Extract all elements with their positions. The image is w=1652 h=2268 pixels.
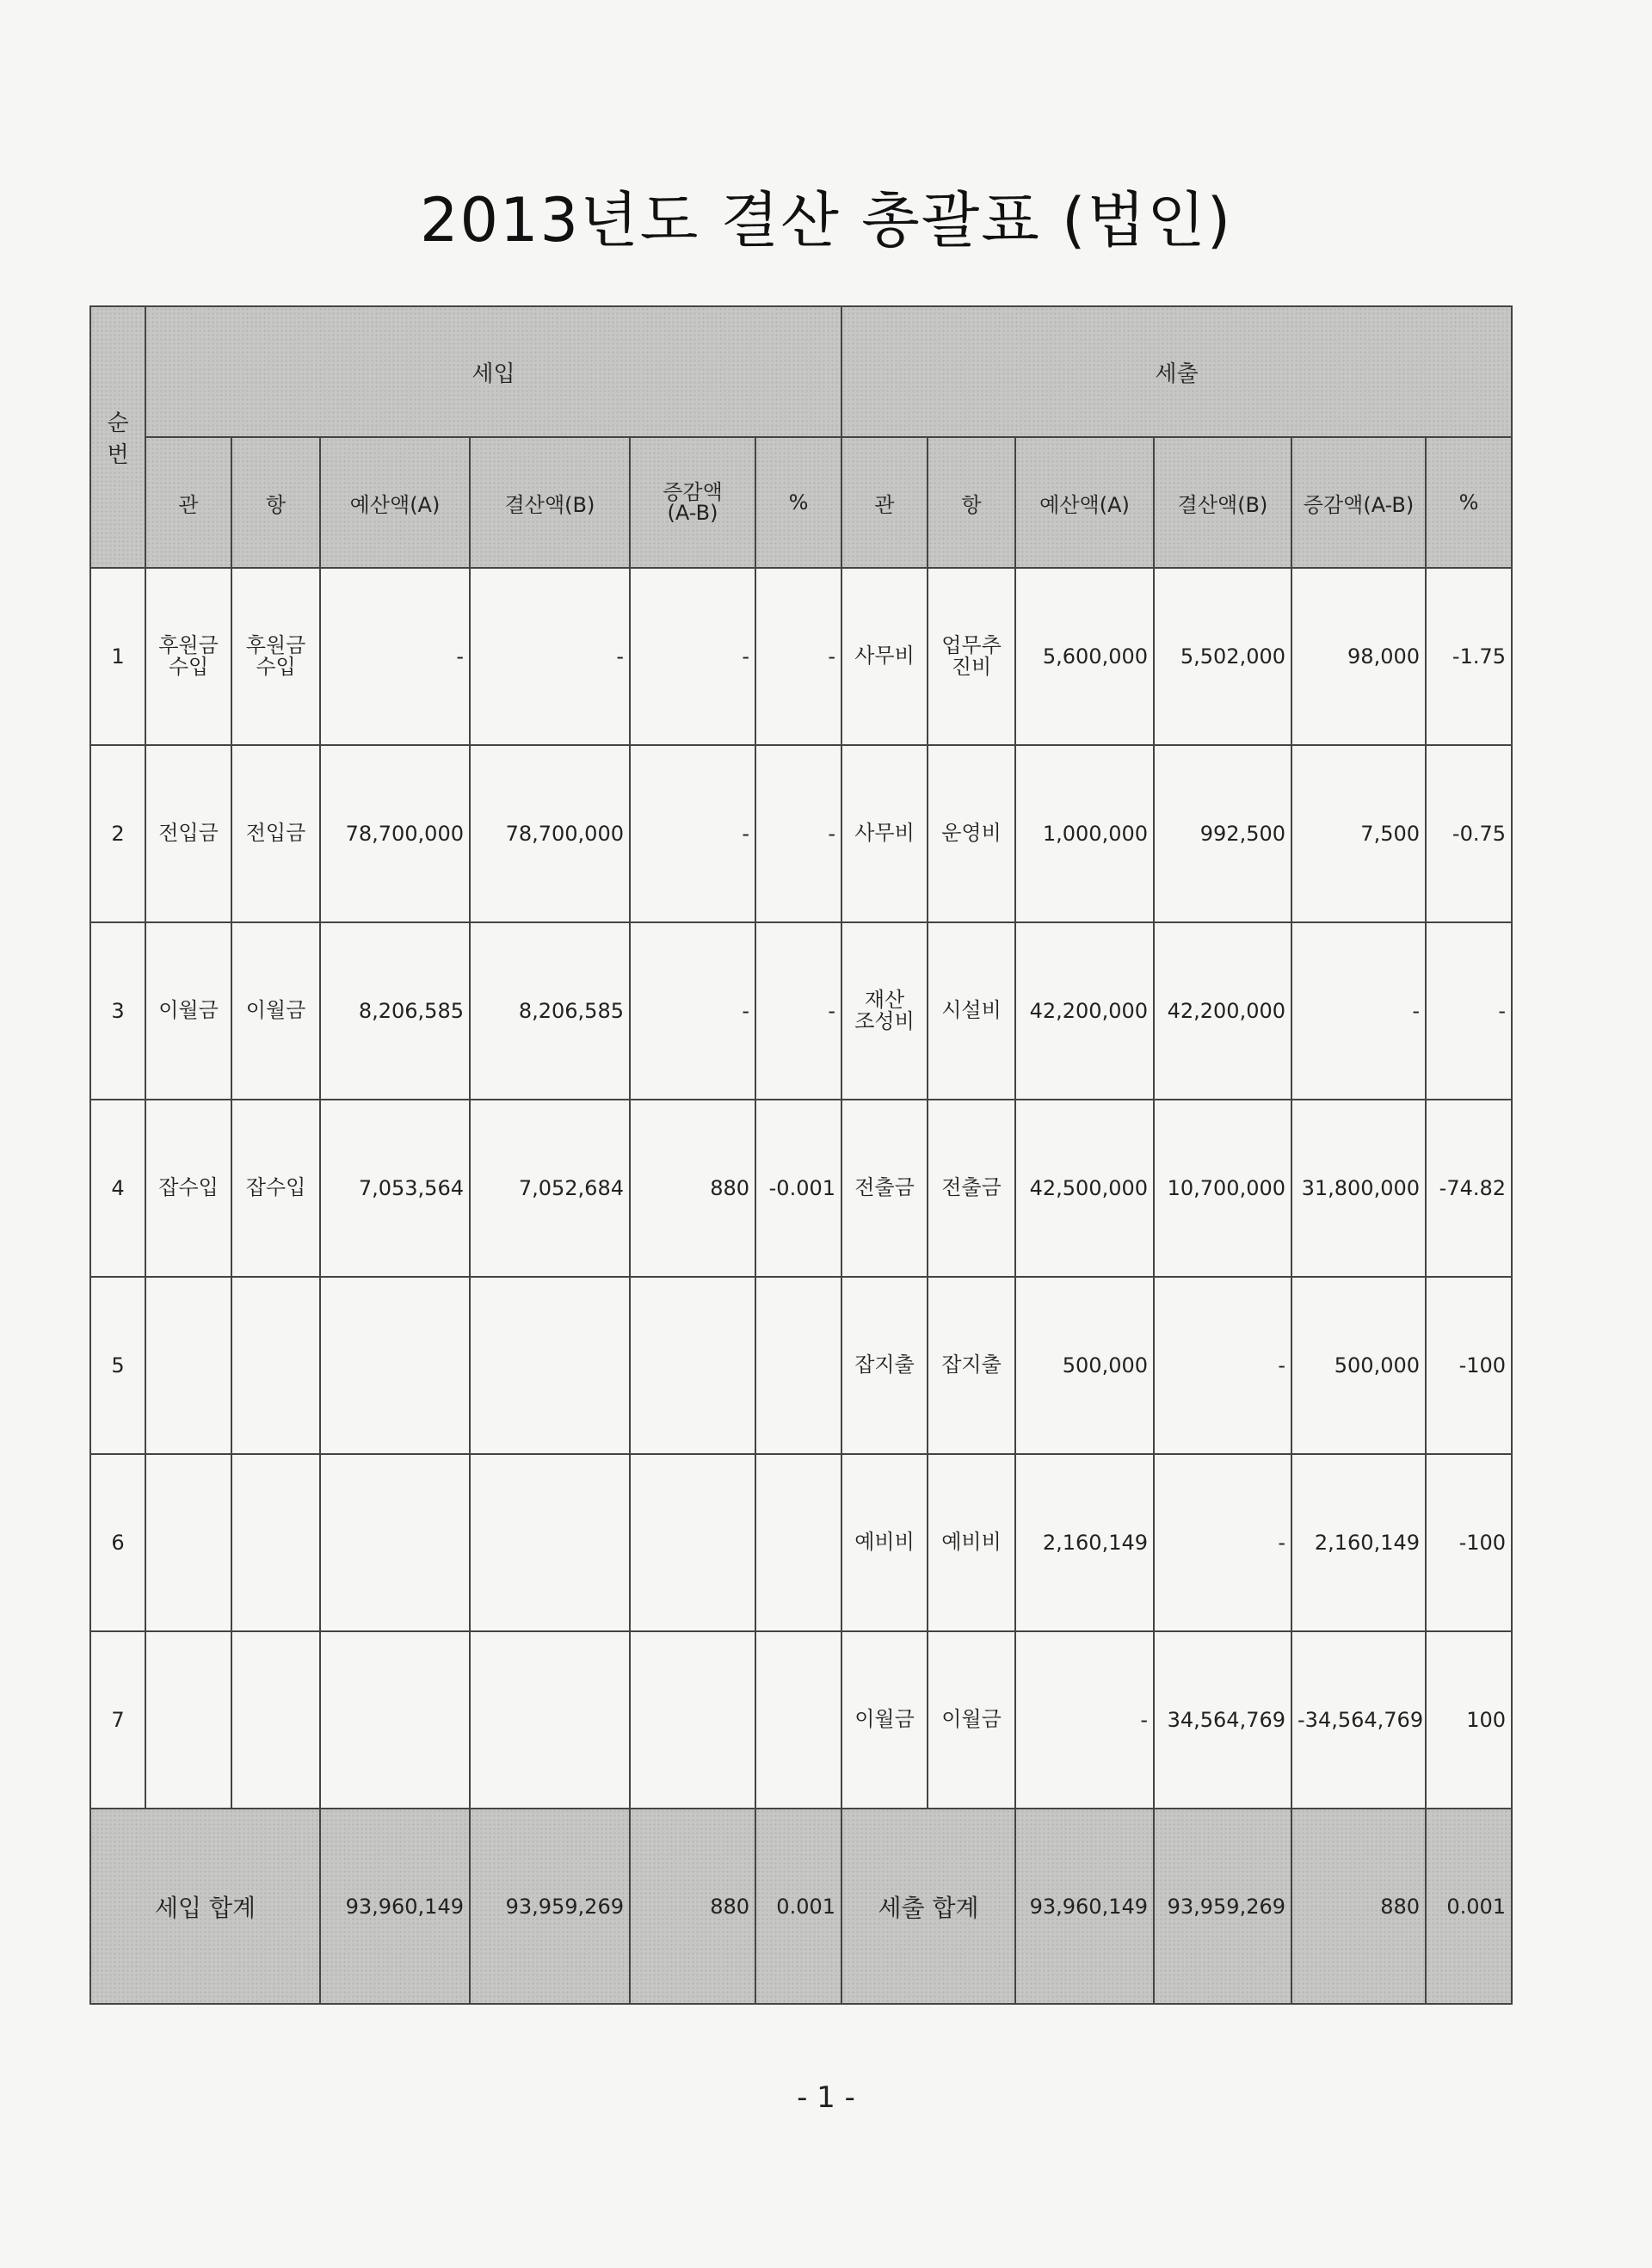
income-budget-cell: [320, 1631, 470, 1809]
expense-settlement-cell: 10,700,000: [1154, 1100, 1291, 1277]
expense-percent-cell: -100: [1426, 1277, 1512, 1454]
expense-gwan-cell: 재산 조성비: [841, 922, 928, 1100]
page-number: - 1 -: [797, 2080, 855, 2115]
income-budget-cell: 8,206,585: [320, 922, 470, 1100]
table-row: [90, 1100, 1512, 1277]
expense-settlement-cell: -: [1154, 1454, 1291, 1631]
header-expense-hang: 항: [928, 437, 1015, 568]
row-number-cell: 7: [90, 1631, 145, 1809]
expense-hang-cell: 잡지출: [928, 1277, 1015, 1454]
document-title: 2013년도 결산 총괄표 (법인): [419, 185, 1233, 256]
expense-budget-cell: 2,160,149: [1015, 1454, 1154, 1631]
header-income-group: 세입: [145, 306, 841, 437]
expense-budget-cell: 1,000,000: [1015, 745, 1154, 922]
expense-gwan-cell: 사무비: [841, 568, 928, 745]
income-percent-cell: -0.001: [755, 1100, 841, 1277]
income-percent-cell: [755, 1631, 841, 1809]
expense-percent-cell: -1.75: [1426, 568, 1512, 745]
expense-hang-cell: 업무추 진비: [928, 568, 1015, 745]
income-total-label: 세입 합계: [90, 1809, 320, 2004]
expense-difference-cell: 2,160,149: [1291, 1454, 1426, 1631]
expense-gwan-cell: 예비비: [841, 1454, 928, 1631]
expense-budget-cell: 42,500,000: [1015, 1100, 1154, 1277]
income-hang-cell: 전입금: [231, 745, 320, 922]
income-budget-cell: [320, 1454, 470, 1631]
table-body: [90, 568, 1512, 1809]
row-number-cell: 3: [90, 922, 145, 1100]
header-income-difference: 증감액 (A-B): [630, 437, 755, 568]
header-income-gwan: 관: [145, 437, 231, 568]
header-income-hang: 항: [231, 437, 320, 568]
income-hang-cell: 후원금 수입: [231, 568, 320, 745]
income-difference-cell: [630, 1454, 755, 1631]
expense-gwan-cell: 전출금: [841, 1100, 928, 1277]
income-difference-cell: -: [630, 568, 755, 745]
income-settlement-cell: [470, 1631, 630, 1809]
income-hang-cell: 이월금: [231, 922, 320, 1100]
income-settlement-cell: 78,700,000: [470, 745, 630, 922]
income-gwan-cell: [145, 1454, 231, 1631]
income-budget-cell: 78,700,000: [320, 745, 470, 922]
expense-budget-cell: 500,000: [1015, 1277, 1154, 1454]
expense-budget-cell: -: [1015, 1631, 1154, 1809]
income-gwan-cell: [145, 1631, 231, 1809]
expense-gwan-cell: 사무비: [841, 745, 928, 922]
income-total-settlement: 93,959,269: [470, 1809, 630, 2004]
header-expense-settlement: 결산액(B): [1154, 437, 1291, 568]
row-number-cell: 4: [90, 1100, 145, 1277]
row-number-cell: 6: [90, 1454, 145, 1631]
expense-percent-cell: -100: [1426, 1454, 1512, 1631]
expense-difference-cell: 7,500: [1291, 745, 1426, 922]
expense-total-settlement: 93,959,269: [1154, 1809, 1291, 2004]
expense-hang-cell: 시설비: [928, 922, 1015, 1100]
income-difference-cell: -: [630, 745, 755, 922]
expense-total-difference: 880: [1291, 1809, 1426, 2004]
header-expense-group: 세출: [841, 306, 1512, 437]
income-difference-cell: [630, 1277, 755, 1454]
table-row: [90, 568, 1512, 745]
table-row: [90, 922, 1512, 1100]
income-total-budget: 93,960,149: [320, 1809, 470, 2004]
settlement-summary-table: [89, 305, 1513, 2005]
header-seq: 순번: [90, 306, 145, 568]
income-percent-cell: [755, 1454, 841, 1631]
income-percent-cell: [755, 1277, 841, 1454]
header-expense-gwan: 관: [841, 437, 928, 568]
table-row: [90, 1277, 1512, 1454]
income-total-percent: 0.001: [755, 1809, 841, 2004]
income-budget-cell: 7,053,564: [320, 1100, 470, 1277]
table-row: [90, 1631, 1512, 1809]
income-budget-cell: -: [320, 568, 470, 745]
income-settlement-cell: [470, 1277, 630, 1454]
expense-hang-cell: 전출금: [928, 1100, 1015, 1277]
header-expense-difference: 증감액(A-B): [1291, 437, 1426, 568]
expense-total-label: 세출 합계: [841, 1809, 1015, 2004]
income-difference-cell: 880: [630, 1100, 755, 1277]
income-percent-cell: -: [755, 922, 841, 1100]
table-row: [90, 1454, 1512, 1631]
expense-settlement-cell: -: [1154, 1277, 1291, 1454]
income-gwan-cell: 잡수입: [145, 1100, 231, 1277]
row-number-cell: 5: [90, 1277, 145, 1454]
row-number-cell: 2: [90, 745, 145, 922]
expense-difference-cell: 500,000: [1291, 1277, 1426, 1454]
expense-difference-cell: 98,000: [1291, 568, 1426, 745]
expense-percent-cell: -: [1426, 922, 1512, 1100]
expense-settlement-cell: 34,564,769: [1154, 1631, 1291, 1809]
income-difference-cell: [630, 1631, 755, 1809]
income-settlement-cell: 8,206,585: [470, 922, 630, 1100]
income-budget-cell: [320, 1277, 470, 1454]
row-number-cell: 1: [90, 568, 145, 745]
header-expense-budget: 예산액(A): [1015, 437, 1154, 568]
expense-hang-cell: 운영비: [928, 745, 1015, 922]
income-settlement-cell: [470, 1454, 630, 1631]
header-income-settlement: 결산액(B): [470, 437, 630, 568]
income-percent-cell: -: [755, 745, 841, 922]
income-hang-cell: [231, 1277, 320, 1454]
income-hang-cell: [231, 1454, 320, 1631]
expense-difference-cell: 31,800,000: [1291, 1100, 1426, 1277]
expense-hang-cell: 이월금: [928, 1631, 1015, 1809]
income-gwan-cell: 후원금 수입: [145, 568, 231, 745]
expense-gwan-cell: 이월금: [841, 1631, 928, 1809]
expense-total-percent: 0.001: [1426, 1809, 1512, 2004]
expense-settlement-cell: 992,500: [1154, 745, 1291, 922]
header-expense-percent: %: [1426, 437, 1512, 568]
expense-percent-cell: -0.75: [1426, 745, 1512, 922]
expense-budget-cell: 42,200,000: [1015, 922, 1154, 1100]
table-row: [90, 745, 1512, 922]
expense-difference-cell: -: [1291, 922, 1426, 1100]
income-hang-cell: [231, 1631, 320, 1809]
expense-difference-cell: -34,564,769: [1291, 1631, 1426, 1809]
income-percent-cell: -: [755, 568, 841, 745]
expense-percent-cell: 100: [1426, 1631, 1512, 1809]
income-hang-cell: 잡수입: [231, 1100, 320, 1277]
expense-budget-cell: 5,600,000: [1015, 568, 1154, 745]
income-settlement-cell: -: [470, 568, 630, 745]
income-settlement-cell: 7,052,684: [470, 1100, 630, 1277]
expense-gwan-cell: 잡지출: [841, 1277, 928, 1454]
expense-hang-cell: 예비비: [928, 1454, 1015, 1631]
income-gwan-cell: [145, 1277, 231, 1454]
header-income-percent: %: [755, 437, 841, 568]
income-total-difference: 880: [630, 1809, 755, 2004]
expense-settlement-cell: 5,502,000: [1154, 568, 1291, 745]
expense-percent-cell: -74.82: [1426, 1100, 1512, 1277]
income-gwan-cell: 이월금: [145, 922, 231, 1100]
expense-total-budget: 93,960,149: [1015, 1809, 1154, 2004]
expense-settlement-cell: 42,200,000: [1154, 922, 1291, 1100]
header-income-budget: 예산액(A): [320, 437, 470, 568]
income-difference-cell: -: [630, 922, 755, 1100]
income-gwan-cell: 전입금: [145, 745, 231, 922]
